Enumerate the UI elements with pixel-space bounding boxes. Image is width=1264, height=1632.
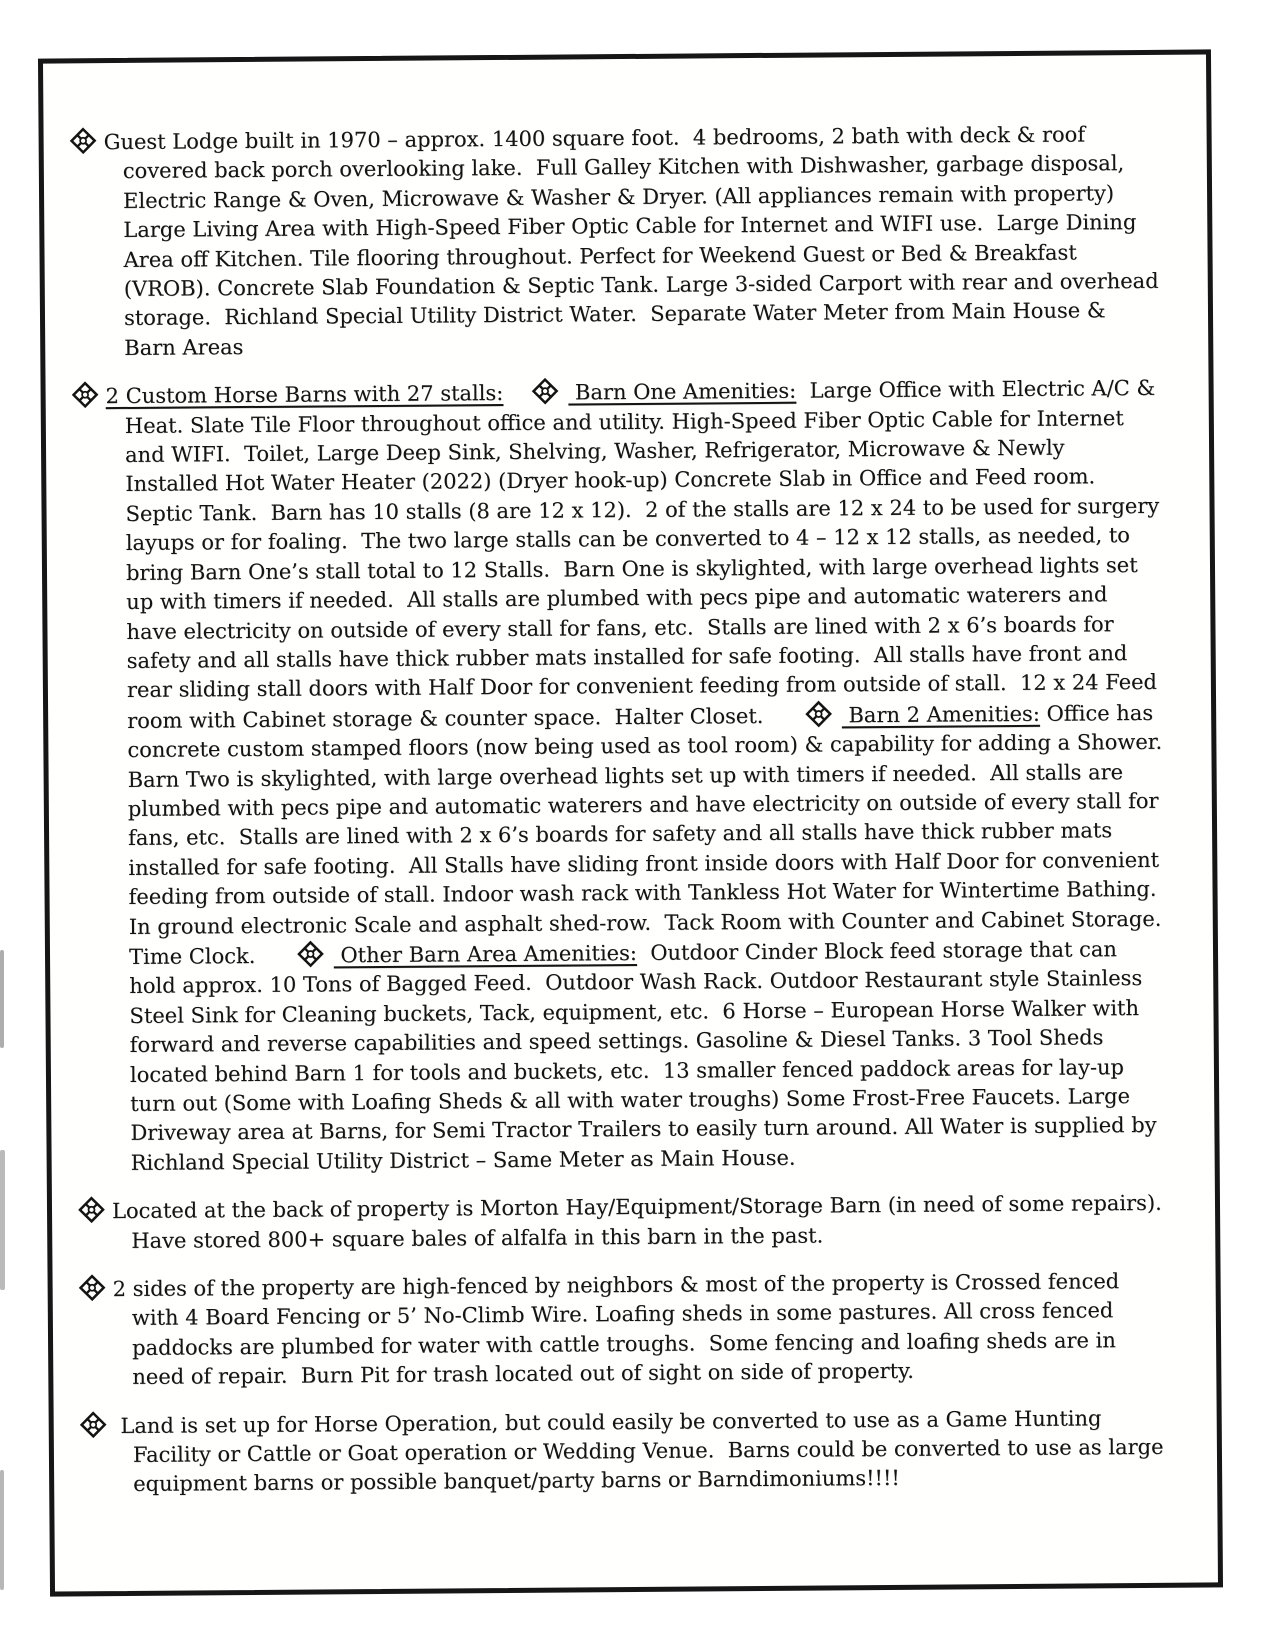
horse-barns-paragraph — [46, 373, 1175, 1179]
diamond-with-x-icon — [80, 1411, 107, 1438]
fencing-paragraph — [53, 1266, 1171, 1393]
diamond-with-x-icon — [297, 940, 324, 967]
diamond-with-x-icon — [78, 1196, 105, 1223]
morton-barn-paragraph — [52, 1188, 1176, 1257]
scan-artifact — [0, 950, 4, 1048]
guest-lodge-paragraph — [44, 119, 1166, 364]
diamond-with-x-icon — [72, 381, 99, 408]
body-text: Located at the back of property is Morton Hay/Equipment/Storage Barn (in need of some repairs). Have stored 800+ square bales of alfalfa in this barn in the past. — [111, 1190, 1176, 1253]
body-text: Guest Lodge built in 1970 – approx. 1400 square foot. 4 bedrooms, 2 bath with deck & roof covered back porch overlooking lake. Full Galley Kitchen with Dishwasher, garbage disposal, Electric Range & Oven, Microwave & Washer & Dryer. (All appliances remain with property) Large Living Area with High-Speed Fiber Optic Cable for Internet and WIFI use. Large Dining Area off Kitchen. Tile flooring throughout. Perfect for Weekend Guest or Bed & Breakfast (VROB). Concrete Slab Foundation & Septic Tank. Large 3-sided Carport with rear and overhead storage. Richland Special Utility District Water. Separate Water Meter from Main House & Barn Areas — [103, 122, 1166, 360]
body-text: Land is set up for Horse Operation, but could easily be converted to use as a Game Hunting Facility or Cattle or Goat operation or Wedding Venue. Barns could be converted to use as large equipment barns or possible banquet/party barns or Barndimoniums!!!! — [113, 1405, 1171, 1497]
body-text: 2 sides of the property are high-fenced by neighbors & most of the property is Crossed fenced with 4 Board Fencing or 5’ No-Climb Wire. Loafing sheds in some pastures. All cross fenced paddocks are plumbed for water with cattle troughs. Some fencing and loafing sheds are in need of repair. Burn Pit for trash located out of sight on side of property. — [112, 1269, 1126, 1390]
document-body — [44, 118, 1218, 1500]
scan-artifact — [0, 1470, 4, 1590]
body-text: Outdoor Cinder Block feed storage that can hold approx. 10 Tons of Bagged Feed. Outdoor Wash Rack. Outdoor Restaurant style Stainless Steel Sink for Cleaning buckets, Tack, equipment, etc. 6 Horse – European Horse Walker with forward and reverse capabilities and speed settings. Gasoline & Diesel Tanks. 3 Tool Sheds located behind Barn 1 for tools and buckets, etc. 13 smaller fenced paddock areas for lay-up turn out (Some with Loafing Sheds & all with water troughs) Some Frost-Free Faucets. Large Driveway area at Barns, for Semi Tractor Trailers to easily turn around. All Water is supplied by Richland Special Utility District – Same Meter as Main House. — [129, 937, 1164, 1175]
diamond-with-x-icon — [79, 1274, 106, 1301]
scan-artifact — [0, 1150, 5, 1290]
section-heading: 2 Custom Horse Barns with 27 stalls: — [105, 381, 504, 409]
page-border-frame — [38, 49, 1223, 1596]
section-heading: Other Barn Area Amenities: — [333, 940, 638, 968]
section-heading: Barn 2 Amenities: — [841, 701, 1040, 728]
body-text: Large Office with Electric A/C & Heat. Slate Tile Floor throughout office and utility. High-Speed Fiber Optic Cable for Internet and WIFI. Toilet, Large Deep Sink, Shelving, Washer, Refrigerator, Microwave & Newly Installed Hot Water Heater (2022) (Dryer hook-up) Concrete Slab in Office and Feed room. Septic Tank. Barn has 10 stalls (8 are 12 x 12). 2 of the stalls are 12 x 24 to be used for surgery layups or for foaling. The two large stalls can be converted to 4 – 12 x 12 stalls, as needed, to bring Barn One’s stall total to 12 Stalls. Barn One is skylighted, with large overhead lights set up with timers if needed. All stalls are plumbed with pecs pipe and automatic waterers and have electricity on outside of every stall for fans, etc. Stalls are lined with 2 x 6’s boards for safety and all stalls have thick rubber mats installed for safe footing. All stalls have front and rear sliding stall doors with Half Door for convenient feeding from outside of stall. 12 x 24 Feed room with Cabinet storage & counter space. Halter Closet. — [124, 376, 1166, 733]
land-use-paragraph — [54, 1402, 1172, 1500]
diamond-with-x-icon — [70, 127, 97, 154]
body-text: Office has concrete custom stamped floors (now being used as tool room) & capability for adding a Shower. Barn Two is skylighted, with large overhead lights set up with timers if needed. All stalls are plumbed with pecs pipe and automatic waterers and have electricity on outside of every stall for fans, etc. Stalls are lined with 2 x 6’s boards for safety and all stalls have thick rubber mats installed for safe footing. All Stalls have sliding front inside doors with Half Door for convenient feeding from outside of stall. Indoor wash rack with Tankless Hot Water for Wintertime Bathing. In ground electronic Scale and asphalt shed-row. Tack Room with Counter and Cabinet Storage. Time Clock. — [127, 700, 1175, 969]
section-heading: Barn One Amenities: — [568, 378, 797, 405]
diamond-with-x-icon — [805, 700, 832, 727]
diamond-with-x-icon — [531, 378, 558, 405]
